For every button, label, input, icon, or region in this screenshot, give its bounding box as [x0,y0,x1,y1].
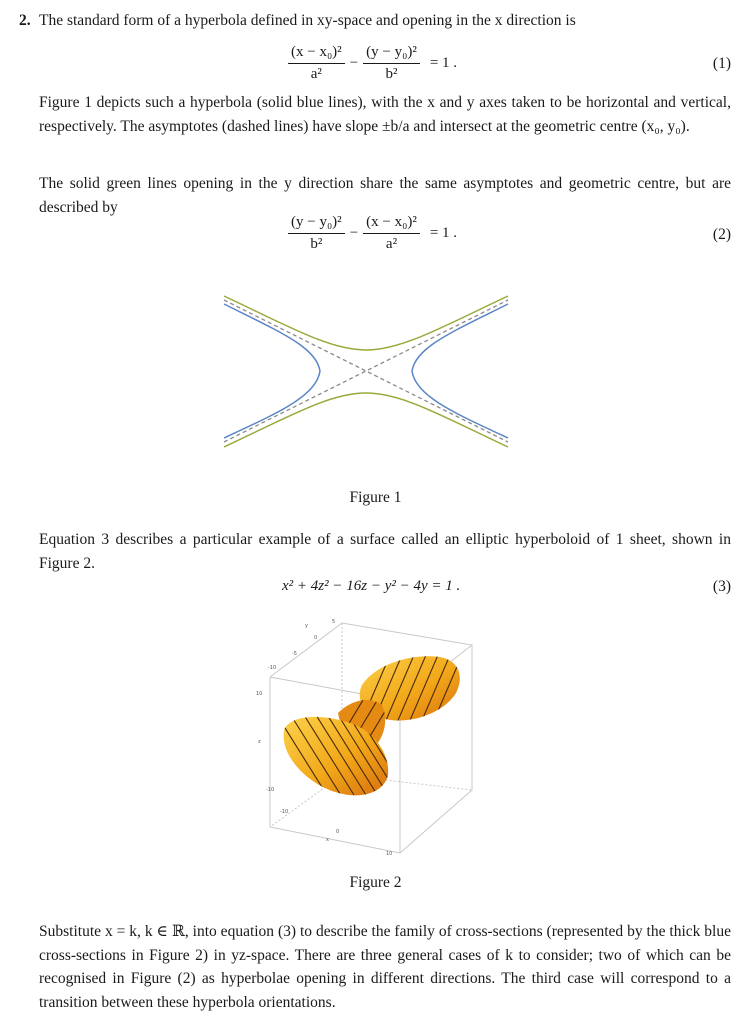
tick-y-0: 0 [314,635,318,641]
question-number: 2. [19,12,31,29]
axis-label-y: y [305,623,308,629]
eq2-numerator-2: (x − x₀)² [363,214,420,234]
eq2-denominator-2: a² [385,236,398,252]
eq2-rhs: = 1 . [429,225,458,241]
tick-y-5: 5 [332,619,336,625]
eq2-denominator-1: b² [310,236,323,252]
equation-2 [286,214,460,253]
green-hyperbola-upper [224,296,508,350]
eq1-minus: − [349,55,359,71]
equation-3-label: (3) [712,578,731,595]
tick-y-minus5: -5 [292,651,297,657]
axis-label-z: z [258,739,261,745]
eq1-denominator-1: a² [310,66,322,82]
paragraph-3: Equation 3 describes a particular example of a surface called an elliptic hyperboloid of 1 sheet, shown in Figure 2. [39,531,731,572]
eq1-fraction-1 [288,44,345,83]
axis-label-x: x [326,837,329,843]
eq1-denominator-2: b² [385,66,398,82]
equation-2-label: (2) [712,226,731,243]
tick-y-minus10: -10 [268,665,277,671]
eq1-rhs: = 1 . [429,55,458,71]
tick-z-minus10: -10 [266,787,275,793]
paragraph-2: The solid green lines opening in the y direction share the same asymptotes and geometric centre, but are described by [39,175,731,216]
figure-2-caption: Figure 2 [349,874,402,891]
equation-3: x² + 4z² − 16z − y² − 4y = 1 . [282,578,461,594]
blue-hyperbola-right [412,304,508,438]
figure-1-hyperbola-plot [220,292,512,452]
figure-2-hyperboloid-plot [250,615,480,860]
eq2-fraction-1 [288,214,345,253]
eq1-numerator-1: (x − x₀)² [288,44,345,64]
equation-1-label: (1) [712,55,731,72]
tick-x-0: 0 [336,829,340,835]
eq1-fraction-2 [363,44,420,83]
eq1-numerator-2: (y − y₀)² [363,44,420,64]
eq2-fraction-2 [363,214,420,253]
paragraph-4: Substitute x = k, k ∈ ℝ, into equation (3) to describe the family of cross-sections (represented by the thick blue cross-sections in Figure 2) in yz-space. There are three general cases of k to consider; two of which can be recognised in Figure (2) as hyperbolae opening in different directions. The third case will correspond to a transition between these hyperbola orientations. [39,923,731,1011]
tick-x-10: 10 [386,851,393,857]
tick-z-10: 10 [256,691,263,697]
equation-1 [286,44,460,83]
blue-hyperbola-left [224,304,320,438]
paragraph-1: Figure 1 depicts such a hyperbola (solid blue lines), with the x and y axes taken to be horizontal and vertical, respectively. The asymptotes (dashed lines) have slope ±b/a and intersect at the geometric centre (x₀, y₀). [39,94,731,135]
question-intro: The standard form of a hyperbola defined in xy-space and opening in the x direction is [39,12,576,29]
eq2-minus: − [349,225,359,241]
figure-1-caption: Figure 1 [349,489,402,506]
eq2-numerator-1: (y − y₀)² [288,214,345,234]
hyperboloid-surface [280,655,462,805]
tick-x-minus10: -10 [280,809,289,815]
